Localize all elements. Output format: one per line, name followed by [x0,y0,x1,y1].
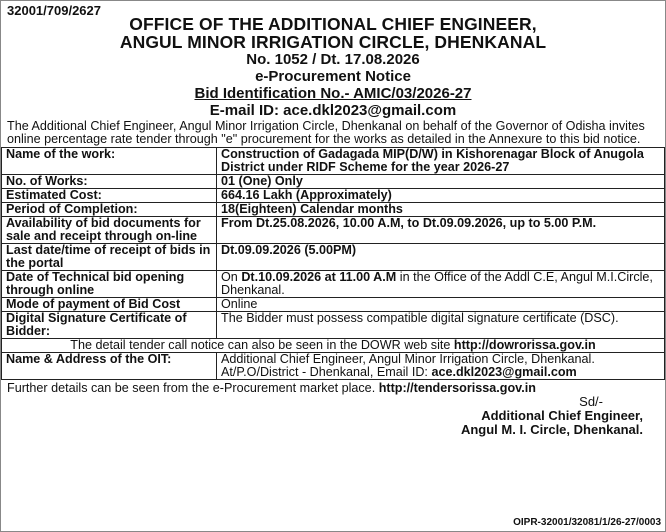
oit-address-line1: Additional Chief Engineer, Angul Minor Irrigation Circle, Dhenkanal. [221,352,595,366]
office-title-line2: ANGUL MINOR IRRIGATION CIRCLE, DHENKANAL [119,32,547,52]
further-details [1,380,665,395]
row-label: Digital Signature Certificate of Bidder: [2,312,217,339]
row-label: Name & Address of the OIT: [2,353,217,380]
estimated-cost: 664.16 Lakh (Approximately) [221,188,392,202]
payment-mode: Online [217,298,665,312]
tender-details-table [1,147,665,380]
signature-mark: Sd/- [579,394,603,409]
dowr-website-link[interactable]: http://dowrorissa.gov.in [453,338,596,352]
notice-number: No. 1052 / Dt. 17.08.2026 [246,51,420,68]
bid-opening-place: in the Office of the Addl C.E, Angul M.I.Circle, Dhenkanal. [221,270,653,297]
row-value [217,189,665,203]
table-row [2,189,665,203]
row-label: No. of Works: [2,175,217,189]
dsc-requirement: The Bidder must possess compatible digital signature certificate (DSC). [217,312,665,339]
table-row [2,203,665,217]
row-value [217,148,665,175]
row-value [217,244,665,271]
row-label: Availability of bid documents for sale and receipt through on-line [2,217,217,244]
bid-opening-date: Dt.10.09.2026 at 11.00 A.M [241,270,397,284]
row-label: Estimated Cost: [2,189,217,203]
oit-email: ace.dkl2023@gmail.com [431,365,577,379]
oit-address [217,353,665,380]
row-value [217,203,665,217]
row-label: Name of the work: [2,148,217,175]
completion-period: 18(Eighteen) Calendar months [221,202,403,216]
website-notice-text: The detail tender call notice can also be seen in the DOWR web site [70,338,454,352]
table-row [2,148,665,175]
tenders-website-link[interactable]: http://tendersorissa.gov.in [378,381,536,395]
email-line: E-mail ID: ace.dkl2023@gmail.com [209,102,457,119]
further-details-text: Further details can be seen from the e-Procurement market place. [7,381,379,395]
bid-identification: Bid Identification No.- AMIC/03/2026-27 [194,85,472,102]
table-row [2,298,665,312]
intro-paragraph: The Additional Chief Engineer, Angul Minor Irrigation Circle, Dhenkanal on behalf of the Governor of Odisha invites online percentage rate tender through "e" procurement for the works as detailed in the Annexure to this bid notice. [7,119,645,146]
office-title-line1: OFFICE OF THE ADDITIONAL CHIEF ENGINEER, [129,14,537,34]
oit-address-line2 [221,366,660,379]
table-row [2,175,665,189]
works-count: 01 (One) Only [221,174,303,188]
top-reference-code: 32001/709/2627 [7,3,101,18]
signatory-office: Angul M. I. Circle, Dhenkanal. [460,422,643,437]
notice-type: e-Procurement Notice [255,68,411,85]
table-row [2,312,665,339]
notice-header [1,1,665,119]
row-label: Period of Completion: [2,203,217,217]
row-value [217,175,665,189]
table-row [2,339,665,353]
bid-deadline: Dt.09.09.2026 (5.00PM) [221,243,357,257]
website-notice [2,339,665,353]
row-value [217,217,665,244]
bottom-reference-code: OIPR-32001/32081/1/26-27/0003 [513,517,661,528]
bid-opening-prefix: On [221,270,242,284]
signatory-title: Additional Chief Engineer, [481,408,643,423]
table-row [2,271,665,298]
row-label: Last date/time of receipt of bids in the portal [2,244,217,271]
bid-availability: From Dt.25.08.2026, 10.00 A.M, to Dt.09.09.2026, up to 5.00 P.M. [221,216,597,230]
signature-block [1,395,665,437]
row-label: Mode of payment of Bid Cost [2,298,217,312]
table-row [2,217,665,244]
row-label: Date of Technical bid opening through online [2,271,217,298]
work-name: Construction of Gadagada MIP(D/W) in Kishorenagar Block of Anugola District under RIDF Scheme for the year 2026-27 [221,147,644,174]
oit-address-line2-text: At/P.O/District - Dhenkanal, Email ID: [221,365,432,379]
table-row [2,244,665,271]
row-value [217,271,665,298]
table-row [2,353,665,380]
